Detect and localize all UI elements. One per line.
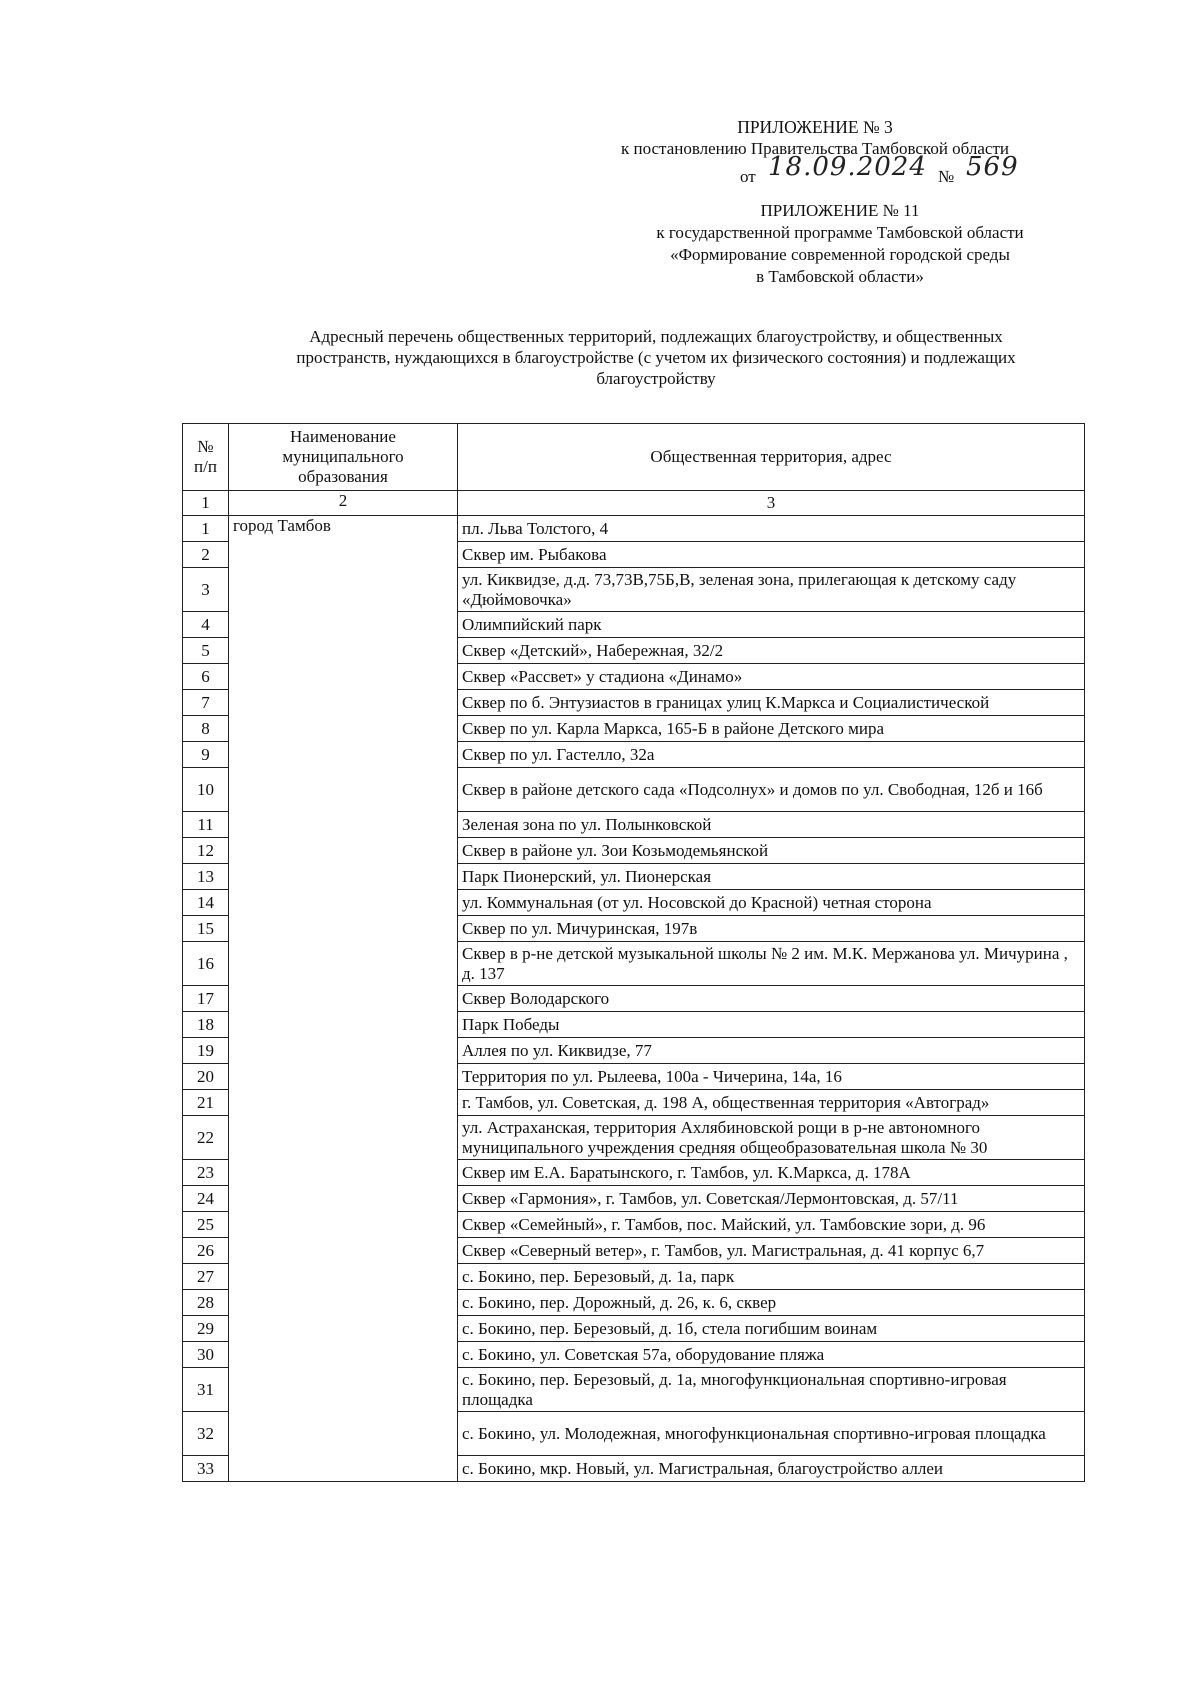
program-line-3: в Тамбовской области» — [756, 267, 924, 286]
row-number-cell: 28 — [183, 1290, 229, 1316]
header-municipality-line-3: образования — [298, 467, 388, 486]
header-address-cell: Общественная территория, адрес — [458, 424, 1085, 491]
row-address-cell: с. Бокино, пер. Березовый, д. 1б, стела погибшим воинам — [458, 1316, 1085, 1342]
row-address-cell: Сквер «Северный ветер», г. Тамбов, ул. Магистральная, д. 41 корпус 6,7 — [458, 1238, 1085, 1264]
handwritten-number: 569 — [966, 152, 1019, 182]
table-header-row — [183, 424, 1085, 491]
row-address-cell: Сквер Володарского — [458, 986, 1085, 1012]
row-address-cell: г. Тамбов, ул. Советская, д. 198 А, общественная территория «Автоград» — [458, 1090, 1085, 1116]
row-address-cell: Сквер в районе детского сада «Подсолнух» и домов по ул. Свободная, 12б и 16б — [458, 768, 1085, 812]
row-number-cell: 5 — [183, 638, 229, 664]
row-address-cell: Территория по ул. Рылеева, 100а - Чичерина, 14а, 16 — [458, 1064, 1085, 1090]
row-address-cell: Сквер по ул. Карла Маркса, 165-Б в районе Детского мира — [458, 716, 1085, 742]
row-number-cell: 17 — [183, 986, 229, 1012]
appendix-3-title: ПРИЛОЖЕНИЕ № 3 — [737, 117, 893, 137]
row-number-cell: 21 — [183, 1090, 229, 1116]
row-address-cell: Сквер им Е.А. Баратынского, г. Тамбов, ул. К.Маркса, д. 178А — [458, 1160, 1085, 1186]
row-number-cell: 25 — [183, 1212, 229, 1238]
row-address-cell: Сквер в р-не детской музыкальной школы № 2 им. М.К. Мержанова ул. Мичурина , д. 137 — [458, 942, 1085, 986]
row-number-cell: 23 — [183, 1160, 229, 1186]
program-line-2: «Формирование современной городской среды — [670, 245, 1010, 264]
header-municipality-cell — [229, 424, 458, 491]
row-number-cell: 33 — [183, 1456, 229, 1482]
program-line-1: к государственной программе Тамбовской области — [656, 223, 1024, 242]
row-address-cell: Парк Пионерский, ул. Пионерская — [458, 864, 1085, 890]
row-number-cell: 3 — [183, 568, 229, 612]
row-address-cell: с. Бокино, ул. Советская 57а, оборудование пляжа — [458, 1342, 1085, 1368]
row-number-cell: 26 — [183, 1238, 229, 1264]
row-address-cell: Олимпийский парк — [458, 612, 1085, 638]
row-number-cell: 20 — [183, 1064, 229, 1090]
row-address-cell: с. Бокино, пер. Березовый, д. 1а, многофункциональная спортивно-игровая площадка — [458, 1368, 1085, 1412]
number-prefix: № — [938, 167, 955, 186]
row-address-cell: Сквер в районе ул. Зои Козьмодемьянской — [458, 838, 1085, 864]
date-prefix: от — [740, 167, 756, 186]
row-number-cell: 10 — [183, 768, 229, 812]
row-address-cell: Сквер «Гармония», г. Тамбов, ул. Советская/Лермонтовская, д. 57/11 — [458, 1186, 1085, 1212]
row-address-cell: Сквер им. Рыбакова — [458, 542, 1085, 568]
row-number-cell: 31 — [183, 1368, 229, 1412]
row-number-cell: 18 — [183, 1012, 229, 1038]
municipality-cell: город Тамбов — [229, 516, 458, 1482]
appendix-11-title: ПРИЛОЖЕНИЕ № 11 — [760, 201, 920, 220]
column-number-2: 2 — [229, 491, 458, 516]
row-number-cell: 22 — [183, 1116, 229, 1160]
row-address-cell: Сквер по ул. Мичуринская, 197в — [458, 916, 1085, 942]
column-number-1: 1 — [183, 491, 229, 516]
row-number-cell: 12 — [183, 838, 229, 864]
date-number-line — [560, 152, 1070, 192]
row-number-cell: 14 — [183, 890, 229, 916]
row-address-cell: ул. Коммунальная (от ул. Носовской до Красной) четная сторона — [458, 890, 1085, 916]
row-address-cell: Сквер «Рассвет» у стадиона «Динамо» — [458, 664, 1085, 690]
title-line-3: благоустройству — [596, 369, 716, 388]
row-number-cell: 1 — [183, 516, 229, 542]
row-address-cell: с. Бокино, мкр. Новый, ул. Магистральная, благоустройство аллеи — [458, 1456, 1085, 1482]
row-address-cell: Сквер по ул. Гастелло, 32а — [458, 742, 1085, 768]
row-address-cell: ул. Киквидзе, д.д. 73,73В,75Б,В, зеленая зона, прилегающая к детскому саду «Дюймовочка» — [458, 568, 1085, 612]
row-number-cell: 9 — [183, 742, 229, 768]
row-address-cell: Аллея по ул. Киквидзе, 77 — [458, 1038, 1085, 1064]
column-number-3: 3 — [458, 491, 1085, 516]
row-address-cell: Зеленая зона по ул. Полынковской — [458, 812, 1085, 838]
row-number-cell: 7 — [183, 690, 229, 716]
row-number-cell: 2 — [183, 542, 229, 568]
row-address-cell: Сквер «Семейный», г. Тамбов, пос. Майский, ул. Тамбовские зори, д. 96 — [458, 1212, 1085, 1238]
header-municipality-line-2: муниципального — [282, 447, 404, 466]
row-number-cell: 15 — [183, 916, 229, 942]
header-municipality-line-1: Наименование — [290, 427, 396, 446]
appendix-3-header — [560, 116, 1070, 192]
row-address-cell: Сквер «Детский», Набережная, 32/2 — [458, 638, 1085, 664]
resolution-reference: к постановлению Правительства Тамбовской области — [620, 139, 1010, 158]
row-number-cell: 11 — [183, 812, 229, 838]
header-number-pp: п/п — [194, 457, 217, 476]
row-address-cell: с. Бокино, ул. Молодежная, многофункциональная спортивно-игровая площадка — [458, 1412, 1085, 1456]
document-title — [236, 326, 1076, 389]
row-number-cell: 30 — [183, 1342, 229, 1368]
title-line-2: пространств, нуждающихся в благоустройстве (с учетом их физического состояния) и подлежащих — [296, 348, 1016, 367]
row-number-cell: 6 — [183, 664, 229, 690]
header-number-cell — [183, 424, 229, 491]
row-number-cell: 16 — [183, 942, 229, 986]
row-number-cell: 8 — [183, 716, 229, 742]
table-row — [183, 516, 1085, 542]
row-number-cell: 19 — [183, 1038, 229, 1064]
title-line-1: Адресный перечень общественных территорий, подлежащих благоустройству, и общественных — [309, 327, 1003, 346]
row-address-cell: пл. Льва Толстого, 4 — [458, 516, 1085, 542]
row-number-cell: 4 — [183, 612, 229, 638]
row-address-cell: Парк Победы — [458, 1012, 1085, 1038]
row-address-cell: с. Бокино, пер. Березовый, д. 1а, парк — [458, 1264, 1085, 1290]
row-number-cell: 29 — [183, 1316, 229, 1342]
row-address-cell: ул. Астраханская, территория Ахлябиновской рощи в р-не автономного муниципального учреждения средняя общеобразовательная школа № 30 — [458, 1116, 1085, 1160]
handwritten-date: 18.09.2024 — [768, 152, 927, 182]
row-number-cell: 27 — [183, 1264, 229, 1290]
row-address-cell: с. Бокино, пер. Дорожный, д. 26, к. 6, сквер — [458, 1290, 1085, 1316]
header-number-sign: № — [197, 437, 214, 456]
row-number-cell: 32 — [183, 1412, 229, 1456]
appendix-11-header — [600, 200, 1080, 288]
territories-table — [182, 423, 1085, 1482]
row-address-cell: Сквер по б. Энтузиастов в границах улиц К.Маркса и Социалистической — [458, 690, 1085, 716]
row-number-cell: 24 — [183, 1186, 229, 1212]
row-number-cell: 13 — [183, 864, 229, 890]
column-number-row — [183, 491, 1085, 516]
